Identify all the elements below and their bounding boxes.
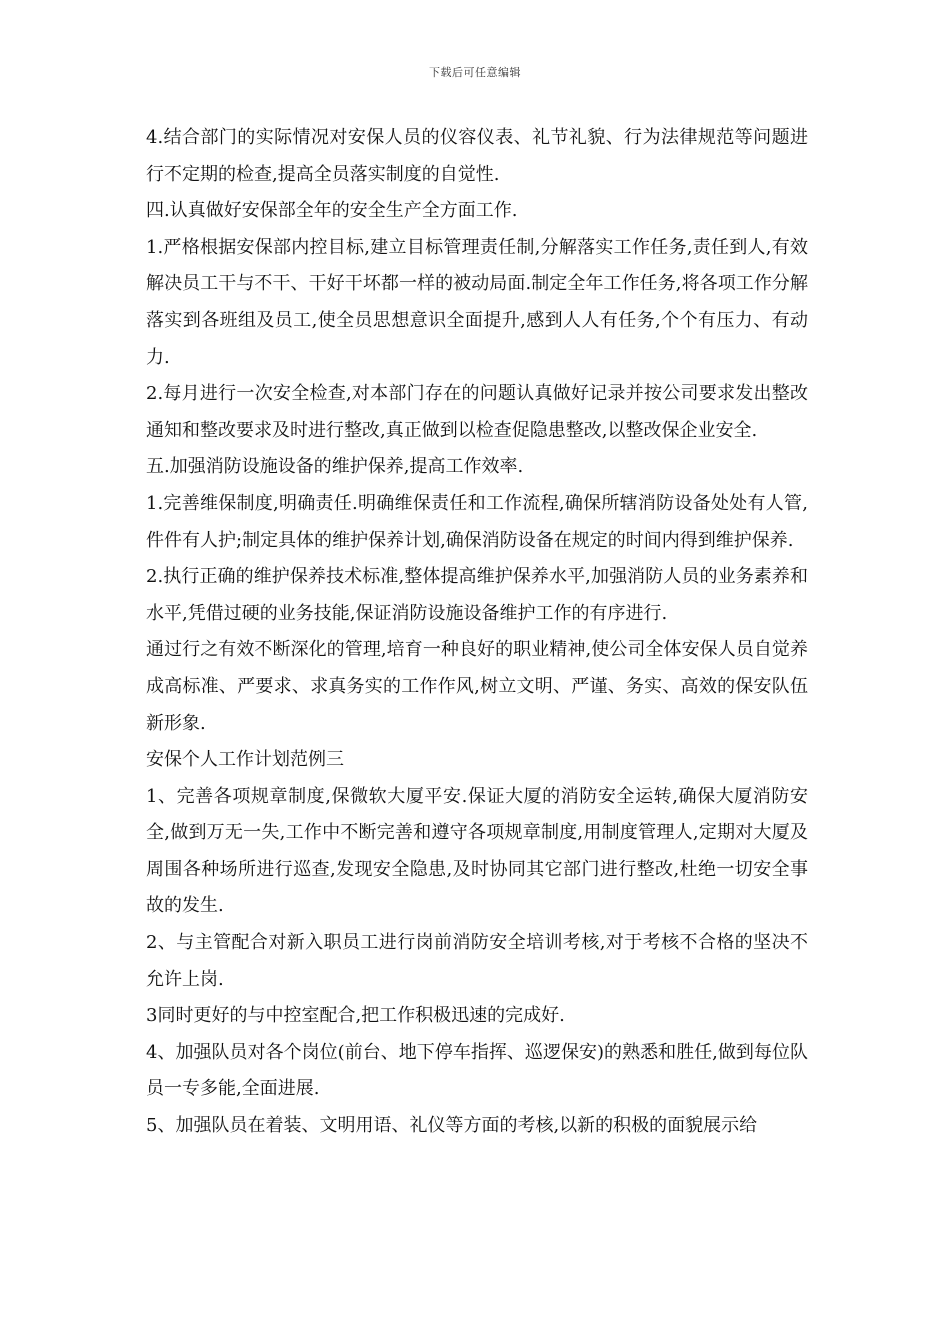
page-header: 下载后可任意编辑 (429, 66, 521, 79)
paragraph-1: 4.结合部门的实际情况对安保人员的仪容仪表、礼节礼貌、行为法律规范等问题进行不定期的检查,提高全员落实制度的自觉性. (146, 127, 808, 185)
paragraph-4: 1.完善维保制度,明确责任.明确维保责任和工作流程,确保所辖消防设备处处有人管,件件有人护;制定具体的维护保养计划,确保消防设备在规定的时间内得到维护保养. (146, 492, 808, 551)
paragraph-9: 3同时更好的与中控室配合,把工作积极迅速的完成好. (146, 1005, 565, 1027)
paragraph-7: 1、完善各项规章制度,保微软大厦平安.保证大厦的消防安全运转,确保大厦消防安全,做到万无一失,工作中不断完善和遵守各项规章制度,用制度管理人,定期对大厦及周围各种场所进行巡查,发现安全隐患,及时协同其它部门进行整改,杜绝一切安全事故的发生. (146, 785, 808, 917)
paragraph-5: 2.执行正确的维护保养技术标准,整体提高维护保养水平,加强消防人员的业务素养和水平,凭借过硬的业务技能,保证消防设施设备维护工作的有序进行. (146, 566, 808, 624)
section-title-example-3: 安保个人工作计划范例三 (146, 749, 344, 771)
document-body (146, 120, 808, 1145)
paragraph-11: 5、加强队员在着装、文明用语、礼仪等方面的考核,以新的积极的面貌展示给 (146, 1115, 758, 1137)
paragraph-3: 2.每月进行一次安全检查,对本部门存在的问题认真做好记录并按公司要求发出整改通知和整改要求及时进行整改,真正做到以检查促隐患整改,以整改保企业安全. (146, 383, 808, 441)
paragraph-2: 1.严格根据安保部内控目标,建立目标管理责任制,分解落实工作任务,责任到人,有效解决员工干与不干、干好干坏都一样的被动局面.制定全年工作任务,将各项工作分解落实到各班组及员工,使全员思想意识全面提升,感到人人有任务,个个有压力、有动力. (146, 236, 808, 368)
paragraph-6: 通过行之有效不断深化的管理,培育一种良好的职业精神,使公司全体安保人员自觉养成高标准、严要求、求真务实的工作作风,树立文明、严谨、务实、高效的保安队伍新形象. (146, 639, 808, 734)
paragraph-8: 2、与主管配合对新入职员工进行岗前消防安全培训考核,对于考核不合格的坚决不允许上岗. (146, 932, 808, 990)
section-heading-5: 五.加强消防设施设备的维护保养,提高工作效率. (146, 456, 524, 478)
section-heading-4: 四.认真做好安保部全年的安全生产全方面工作. (146, 200, 518, 222)
paragraph-10: 4、加强队员对各个岗位(前台、地下停车指挥、巡逻保安)的熟悉和胜任,做到每位队员一专多能,全面进展. (146, 1041, 808, 1100)
